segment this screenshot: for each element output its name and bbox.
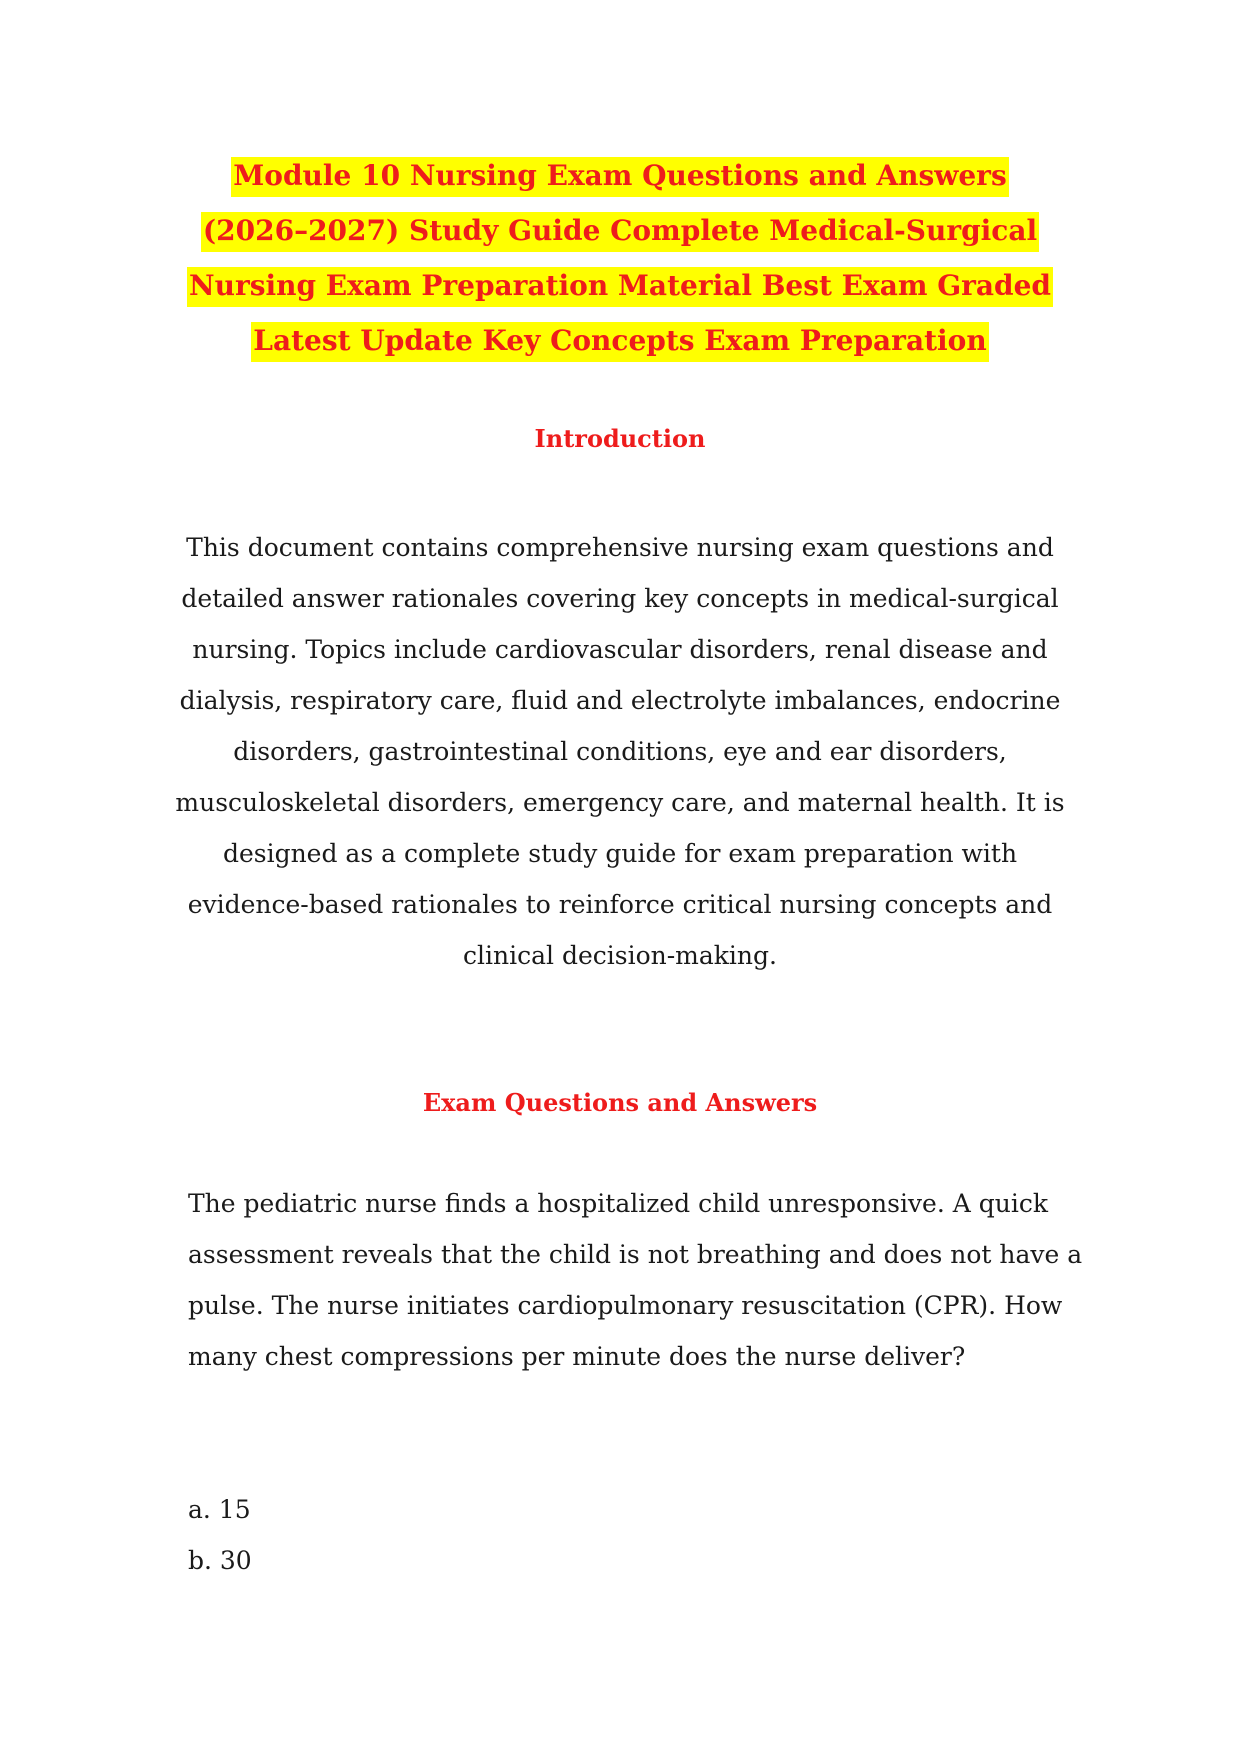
answer-option: b. 30 bbox=[188, 1546, 252, 1575]
title-line: (2026–2027) Study Guide Complete Medical-Surgical bbox=[201, 212, 1039, 252]
title-line: Module 10 Nursing Exam Questions and Answers bbox=[231, 157, 1008, 197]
answer-options bbox=[188, 1484, 252, 1586]
document-title bbox=[150, 148, 1090, 368]
question-text: The pediatric nurse finds a hospitalized child unresponsive. A quick assessment reveals that the child is not breathing and does not have a pulse. The nurse initiates cardiopulmonary resuscitation (CPR). How many chest compressions per minute does the nurse deliver? bbox=[188, 1189, 1083, 1371]
introduction-heading: Introduction bbox=[534, 424, 706, 453]
title-line: Latest Update Key Concepts Exam Preparation bbox=[251, 322, 988, 362]
qa-section-heading: Exam Questions and Answers bbox=[422, 1088, 818, 1117]
answer-option: a. 15 bbox=[188, 1495, 251, 1524]
introduction-paragraph: This document contains comprehensive nursing exam questions and detailed answer rationales covering key concepts in medical-surgical nursing. Topics include cardiovascular disorders, renal disease and dialysis, respiratory care, fluid and electrolyte imbalances, endocrine disorders, gastrointestinal conditions, eye and ear disorders, musculoskeletal disorders, emergency care, and maternal health. It is designed as a complete study guide for exam preparation with evidence-based rationales to reinforce critical nursing concepts and clinical decision-making. bbox=[175, 533, 1065, 970]
title-line: Nursing Exam Preparation Material Best Exam Graded bbox=[187, 267, 1053, 307]
